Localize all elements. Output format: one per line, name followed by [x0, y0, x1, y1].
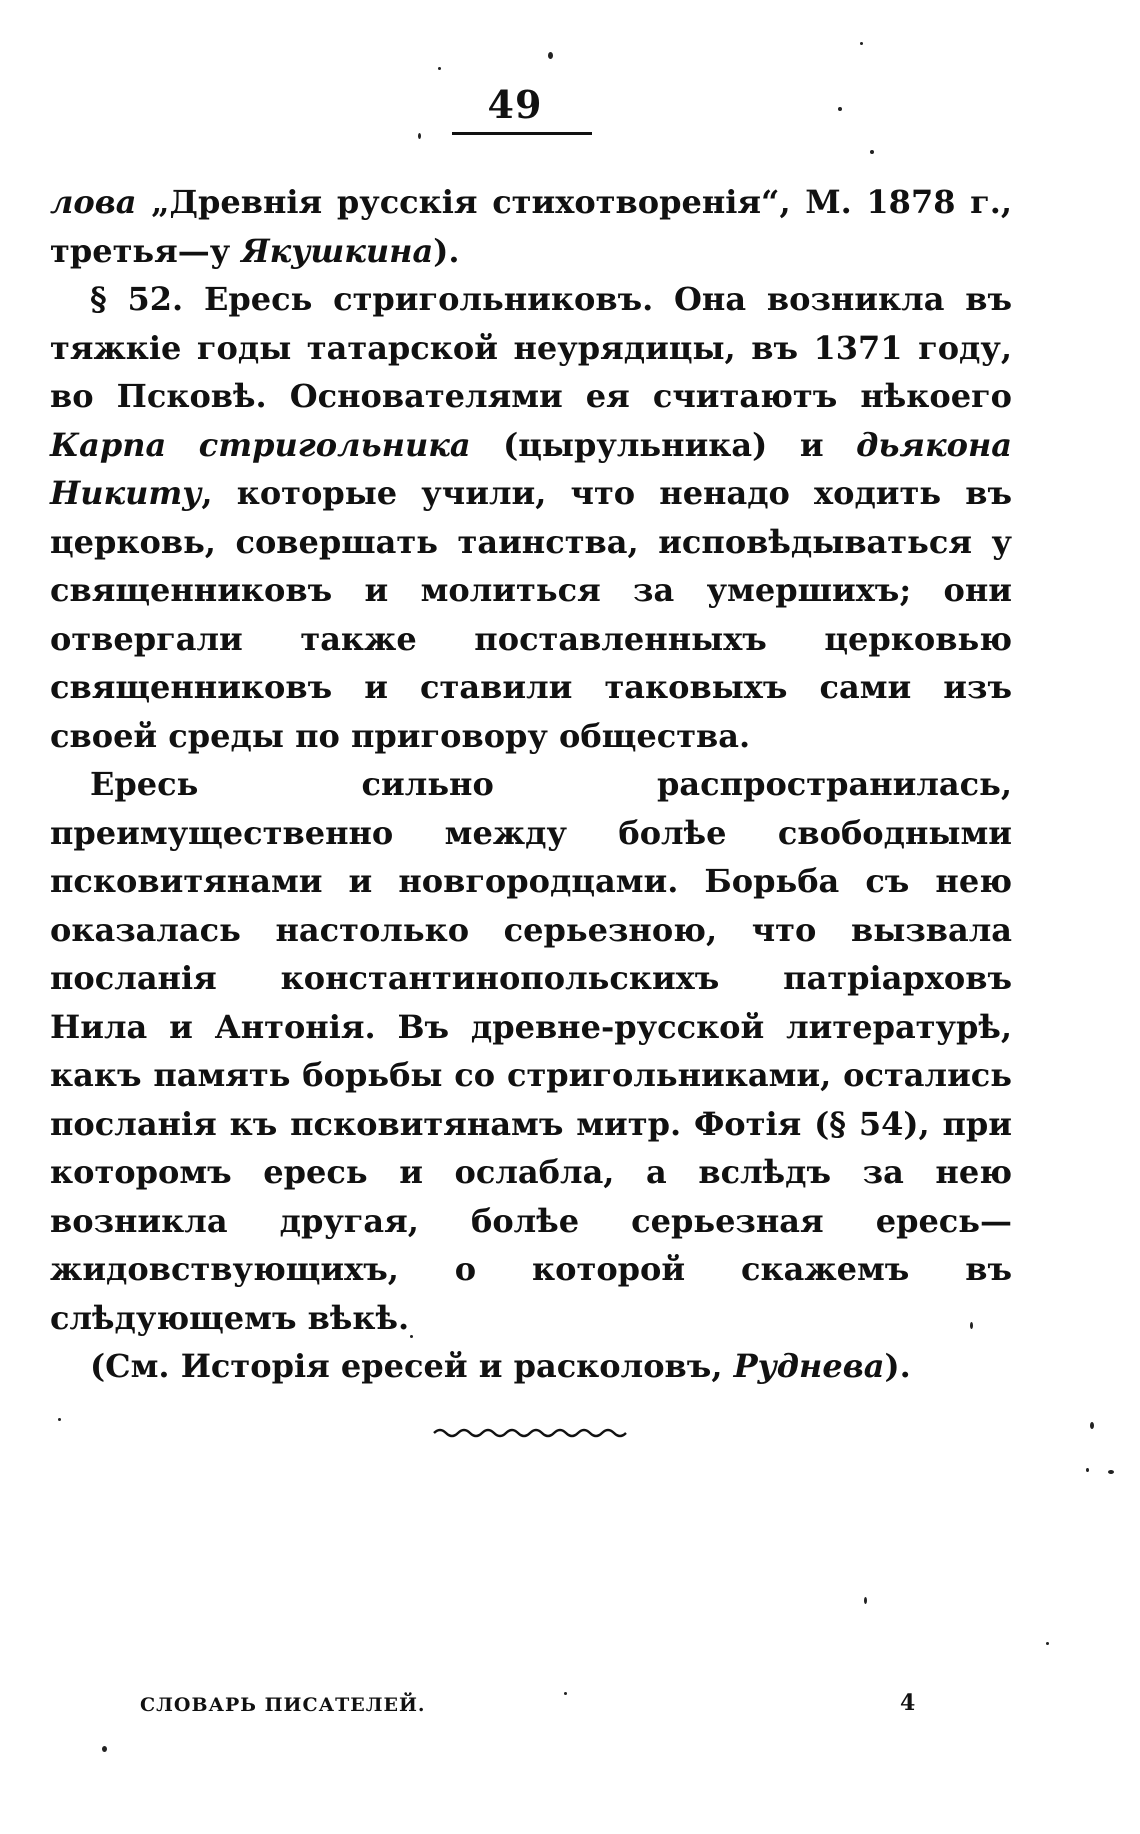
scan-speck [838, 107, 842, 111]
text-run: , которые учили, что ненадо ходить въ церковь, совершать таинства, исповѣдываться у священниковъ и молиться за умершихъ; они отвергали также поставленныхъ церковью священниковъ и ставили таковыхъ сами изъ своей среды по приговору общества. [50, 474, 1012, 755]
scan-speck [418, 133, 421, 139]
footer-sheet-number: 4 [900, 1690, 916, 1716]
italic-text-run: Якушкина [241, 231, 434, 270]
footer-signature: СЛОВАРЬ ПИСАТЕЛЕЙ. [140, 1694, 426, 1716]
page-number: 49 [487, 82, 543, 127]
paragraph [50, 178, 1012, 275]
scan-speck [548, 52, 553, 59]
wavy-ornament-divider [432, 1426, 628, 1440]
text-run: ). [884, 1347, 911, 1385]
scan-speck [102, 1746, 107, 1752]
scan-speck [970, 1322, 973, 1329]
text-run: ). [433, 231, 460, 270]
scan-speck [438, 67, 441, 70]
scan-speck [870, 150, 874, 154]
paragraph [50, 1342, 1012, 1391]
scan-speck [1090, 1422, 1094, 1429]
text-run: Ересь сильно распространилась, преимущественно между болѣе свободными псковитянами и новгородцами. Борьба съ нею оказалась настолько серьезною, что вызвала посланія константинопольскихъ патріарховъ Нила и Антонія. Въ древне-русской литературѣ, какъ память борьбы со стригольниками, остались посланія къ псковитянамъ митр. Фотія (§ 54), при которомъ ересь и ослабла, а вслѣдъ за нею возникла другая, болѣе серьезная ересь—жидовствующихъ, о которой скажемъ въ слѣдующемъ вѣкѣ. [50, 765, 1012, 1337]
text-run: „Древнія русскія стихотворенія“, М. 1878 г., третья—у [50, 183, 1012, 270]
text-run: § 52. Ересь стригольниковъ. Она возникла въ тяжкіе годы татарской неурядицы, въ 1371 году, во Псковѣ. Основателями ея считаютъ нѣкоего [50, 280, 1012, 415]
scan-speck [864, 1597, 867, 1604]
italic-text-run: Карпа стригольника [50, 425, 471, 464]
paragraph [50, 275, 1012, 760]
italic-text-run: дьякона Никиту [50, 425, 1013, 512]
scan-speck [1108, 1470, 1114, 1474]
paragraph [50, 760, 1012, 1342]
scan-speck [1046, 1642, 1049, 1645]
body-text [50, 178, 1012, 1391]
text-run: (См. Исторія ересей и расколовъ, [90, 1347, 734, 1385]
scan-speck [58, 1418, 61, 1421]
page-number-rule [452, 132, 592, 135]
italic-text-run: лова [50, 183, 137, 221]
scan-speck [860, 42, 863, 45]
scan-speck [410, 1335, 413, 1338]
text-run: (цырульника) и [470, 425, 857, 464]
scan-speck [1086, 1468, 1089, 1472]
italic-text-run: Руднева [733, 1347, 885, 1385]
scan-speck [564, 1692, 567, 1695]
